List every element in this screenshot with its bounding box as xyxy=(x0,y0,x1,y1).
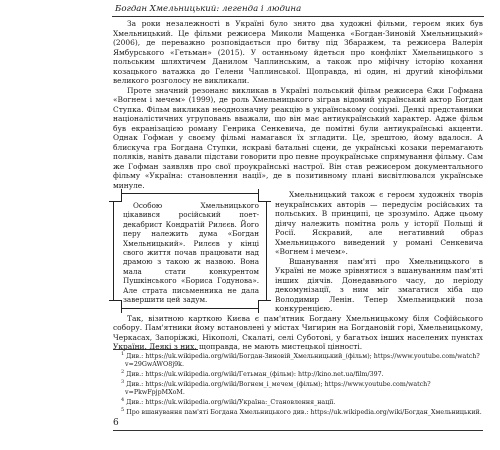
frame-corner xyxy=(258,300,271,313)
paragraph-1 xyxy=(113,19,483,86)
footnote-text: Див.: https://uk.wikipedia.org/wiki/Вогнем_і_мечем_(фільм); https://www.youtube.com/watch?v=PkwFpjpMXoM. xyxy=(125,381,431,396)
footnote xyxy=(113,407,483,417)
footnote xyxy=(113,397,483,407)
footnote-text: Див.: https://uk.wikipedia.org/wiki/Україна:_Становлення_нації. xyxy=(126,398,336,406)
paragraph-5-text: Так, візитною карткою Києва є пам'ятник Богдану Хмельницькому біля Софійського собору. Пам'ятники йому встановлені у містах Чигирин на Богдановій горі, Хмельницькому, Черкасах, Запоріжжі, Нікополі, Скалаті, селі Суботові, у багатьох інших населених пунктах України. Деякі з них, щоправда, не мають мистецької цінності. xyxy=(113,313,483,351)
footnote-text: Про вшанування пам'яті Богдана Хмельницького див.: https://uk.wikipedia.org/wiki/Богдан_Хмельницький. xyxy=(126,408,482,416)
footnote-number: 1 xyxy=(121,351,125,357)
footnote-number: 2 xyxy=(121,368,125,375)
footnote xyxy=(113,379,483,397)
paragraph-1-text: За роки незалежності в Україні було знято два художні фільми, героєм яких був Хмельницький. Це фільми режисера Миколи Мащенка «Богдан-Зиновій Хмельницький» (2006), де переважно розповідається про битву під Збаражем, та режисера Валерія Ямбурського «Гетьман» (2015). У останньому йдеться про конфлікт Хмельницького з польським шляхтичем Данилом Чаплинським, а також про міфічну історію кохання козацького ватажка до Гелени Чаплинської. Щоправда, ні один, ні другий кінофільми великого розголосу не викликали. xyxy=(113,19,483,85)
sidebar-note-box xyxy=(113,193,267,309)
footnote-text: Див.: https://uk.wikipedia.org/wiki/Гетьман_(фільм): http://kino.net.ua/film/397. xyxy=(126,371,384,378)
footnote-number: 4 xyxy=(121,396,125,403)
footnote-text: Див.: https://uk.wikipedia.org/wiki/Богдан-Зиновій_Хмельницький_(фільм); https://www.youtube.com/watch?v=29GwAWO8j9k. xyxy=(125,353,480,368)
paragraph-2 xyxy=(113,86,483,191)
frame-corner xyxy=(109,300,122,313)
paragraph-3-text: Хмельницький також є героєм художніх творів неукраїнських авторів — передусім російських та польських. В принципі, це зрозуміло. Адже цьому діячу належить помітна роль у історії Польщі й Росії. Яскравий, але негативний образ Хмельницького виведений у романі Сенкевича «Вогнем і мечем». xyxy=(275,190,483,256)
paragraph-5 xyxy=(113,314,483,352)
frame-corner xyxy=(258,189,271,202)
footnotes xyxy=(113,351,483,417)
sidebar-note-text: Особою Хмельницького цікавився російський поет-декабрист Кондратій Рилєєв. Його перу належить дума «Богдан Хмельницький». Рилєєв у кінці свого життя почав працювати над драмою з такою ж назвою. Вона мала стати конкурентом Пушкінського «Бориса Годунова». Але страта письменника не дала завершити цей задум. xyxy=(123,201,259,305)
footnote-divider xyxy=(113,349,198,350)
frame-corner xyxy=(109,189,122,202)
page-number: 6 xyxy=(113,418,119,428)
footnote xyxy=(113,369,483,379)
paragraph-2-text: Проте значний резонанс викликав в Україні польський фільм режисера Єжи Гофмана «Вогнем і мечем» (1999), де роль Хмельницького зіграв відомий український актор Богдан Ступка. Фільм викликав неоднозначну реакцію в українському соціумі. Деякі представники націоналістичних угруповань вважали, що він має антиукраїнський характер. Адже фільм був екранізацією роману Генрика Сенкевича, де помітні були антиукраїнські акценти. Однак Гофман у своєму фільмі намагався їх згладити. Це, зрештою, йому вдалося. А блискуча гра Богдана Ступки, яскраві батальні сцени, де українські козаки перемагають поляків, навіть давали підстави говорити про певне проукраїнське спрямування фільму. Сам же Гофман заявляв про свої проукраїнські настрої. Він став режисером документального фільму «Україна: становлення нації», де в позитивному плані висвітлювался українське минуле. xyxy=(113,85,483,190)
paragraph-4-text: Вшанування пам'яті про Хмельницького в Україні не може зрівнятися з вшануванням пам'яті інших діячів. Донедавнього часу, до періоду декомунізації, з ним міг змагатися хіба що Володимир Ленін. Тепер Хмельницький поза конкуренцією. xyxy=(275,256,483,313)
footnote xyxy=(113,351,483,369)
bottom-divider xyxy=(113,430,483,431)
footnote-number: 3 xyxy=(121,378,125,385)
footnote-number: 5 xyxy=(121,406,125,413)
main-text xyxy=(113,19,483,352)
running-header: Богдан Хмельницький: легенда і людина xyxy=(112,3,484,17)
